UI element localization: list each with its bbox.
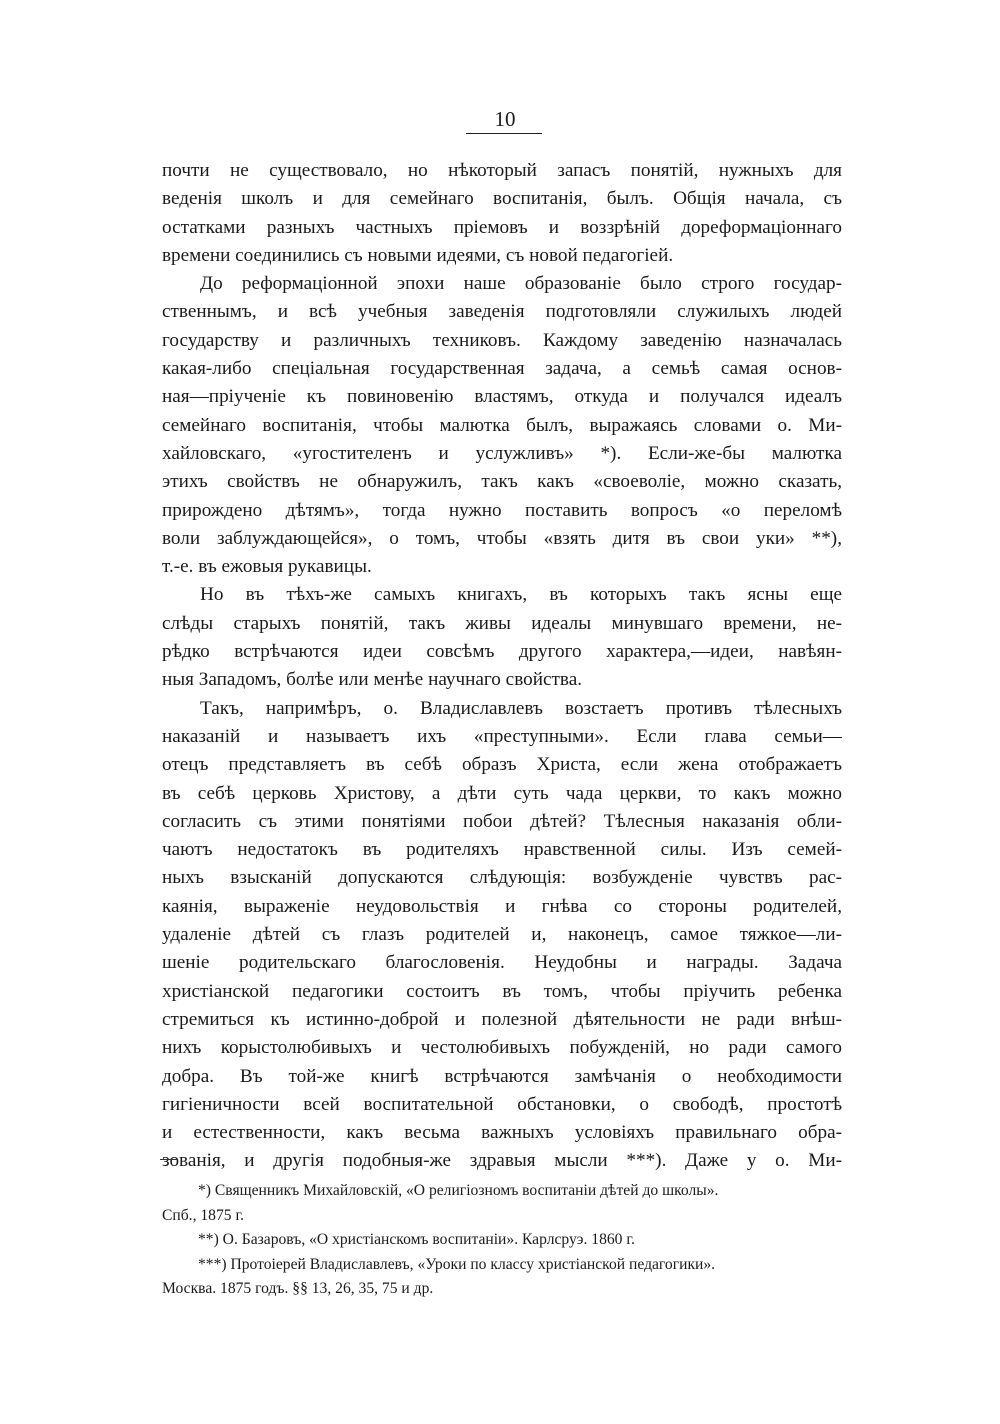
text-line: добра. Въ той-же книгѣ встрѣчаются замѣчанія о необходимости [162,1065,842,1087]
page-number-rule [466,133,542,134]
text-line: отецъ представляетъ въ себѣ образъ Христа, если жена отображаетъ [162,754,842,776]
footnote-line: ***) Протоіерей Владиславлевъ, «Уроки по классу христіанской педагогики». [198,1255,716,1273]
text-line: ная—пріученіе къ повиновенію властямъ, откуда и получался идеалъ [162,386,842,408]
text-line: стремиться къ истинно-доброй и полезной дѣятельности не ради внѣш- [162,1008,842,1030]
text-line: чаютъ недостатокъ въ родителяхъ нравственной силы. Изъ семей- [162,839,842,861]
text-line: До реформаціонной эпохи наше образованіе было строго государ- [200,273,842,295]
text-line: рѣдко встрѣчаются идеи совсѣмъ другого характера,—идеи, навѣян- [162,641,842,663]
text-line: Такъ, напримѣръ, о. Владиславлевъ возстаетъ противъ тѣлесныхъ [200,697,842,719]
footnote-line: **) О. Базаровъ, «О христіанскомъ воспитаніи». Карлсруэ. 1860 г. [198,1231,635,1248]
text-line: веденія школъ и для семейнаго воспитанія, былъ. Общія начала, съ [162,188,842,210]
footnote-separator [160,1159,178,1160]
page-number: 10 [494,107,516,131]
text-line: т.-е. въ ежовыя рукавицы. [162,556,372,578]
text-line: семейнаго воспитанія, чтобы малютка былъ, выражаясь словами о. Ми- [162,414,842,436]
text-line: ныя Западомъ, болѣе или менѣе научнаго свойства. [162,669,583,691]
text-line: согласить съ этими понятіями побои дѣтей? Тѣлесныя наказанія обли- [162,810,842,832]
text-line: и естественности, какъ весьма важныхъ условіяхъ правильнаго обра- [162,1122,842,1144]
text-line: воли заблуждающейся», о томъ, чтобы «взять дитя въ свои уки» **), [162,527,842,549]
text-line: наказаній и называетъ ихъ «преступными». Если глава семьи— [162,725,842,747]
text-line: этихъ свойствъ не обнаружилъ, такъ какъ «своеволіе, можно сказать, [162,471,842,493]
text-line: каянія, выраженіе неудовольствія и гнѣва со стороны родителей, [162,895,842,917]
text-line: ныхъ взысканій допускаются слѣдующія: возбужденіе чувствъ рас- [162,867,842,889]
footnotes [162,1179,842,1302]
footnote-line: *) Священникъ Михайловскій, «О религіозномъ воспитаніи дѣтей до школы». [198,1182,719,1199]
body-text [162,157,842,1176]
text-line: хайловскаго, «угостителенъ и услужливъ» *). Если-же-бы малютка [162,442,842,464]
text-line: прирождено дѣтямъ», тогда нужно поставить вопросъ «о переломѣ [162,499,842,521]
footnote-line: Москва. 1875 годъ. §§ 13, 26, 35, 75 и др. [162,1280,434,1297]
text-line: гигіеничности всей воспитательной обстановки, о свободѣ, простотѣ [162,1093,842,1115]
text-line: въ себѣ церковь Христову, а дѣти суть чада церкви, то какъ можно [162,782,842,804]
text-line: слѣды старыхъ понятій, такъ живы идеалы минувшаго времени, не- [162,612,842,634]
text-line: остатками разныхъ частныхъ пріемовъ и воззрѣній дореформаціоннаго [162,216,842,238]
text-line: нихъ корыстолюбивыхъ и честолюбивыхъ побужденій, но ради самого [162,1037,842,1059]
text-line: какая-либо спеціальная государственная задача, а семьѣ самая основ- [162,358,842,380]
text-line: Но въ тѣхъ-же самыхъ книгахъ, въ которыхъ такъ ясны еще [200,584,842,606]
text-line: ственнымъ, и всѣ учебныя заведенія подготовляли служилыхъ людей [162,301,842,323]
text-line: государству и различныхъ техниковъ. Каждому заведенію назначалась [162,329,842,351]
text-line: почти не существовало, но нѣкоторый запасъ понятій, нужныхъ для [162,160,842,181]
text-line: христіанской педагогики состоитъ въ томъ, чтобы пріучить ребенка [162,980,842,1002]
text-line: удаленіе дѣтей съ глазъ родителей и, наконецъ, самое тяжкое—ли- [162,924,842,946]
text-line: времени соединились съ новыми идеями, съ новой педагогіей. [162,244,674,266]
text-line: зованія, и другія подобныя-же здравыя мысли ***). Даже у о. Ми- [162,1150,842,1172]
footnote-line: Спб., 1875 г. [162,1206,244,1224]
text-line: шеніе родительскаго благословенія. Неудобны и награды. Задача [162,952,842,974]
